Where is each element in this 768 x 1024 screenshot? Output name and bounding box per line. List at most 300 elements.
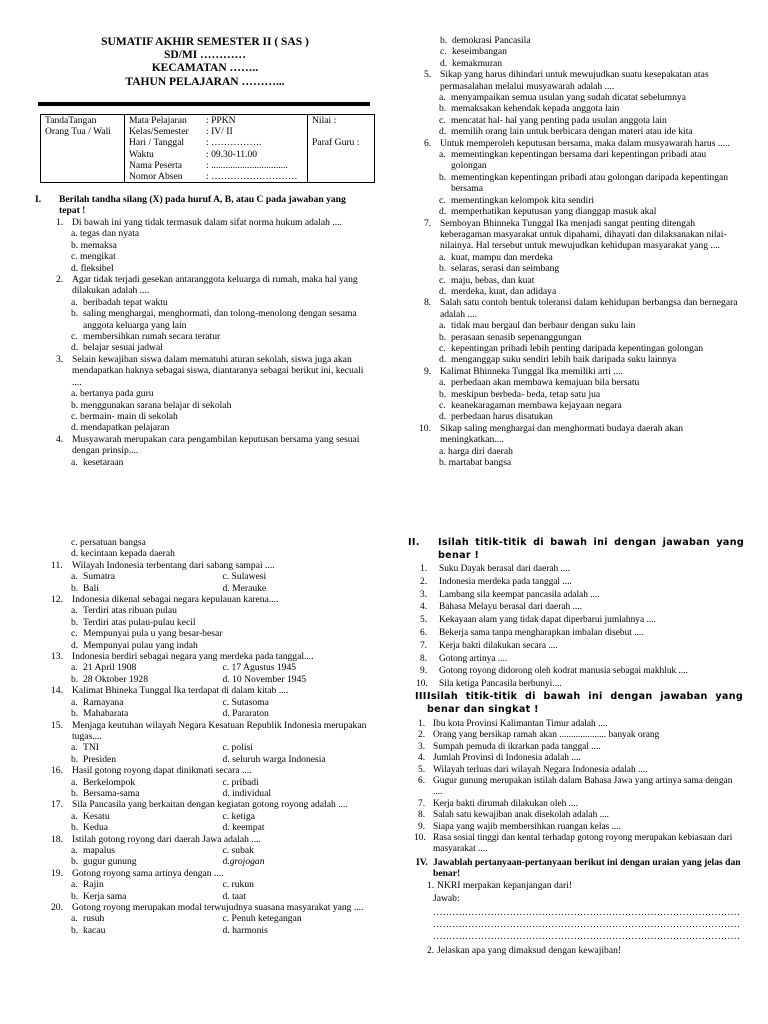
answer-option[interactable]: c. pribadi	[222, 776, 259, 788]
option-letter: b.	[439, 263, 447, 275]
option-text: meskipun berbeda- beda, tetap satu jua	[451, 388, 601, 400]
field-value: : PPKN	[206, 115, 236, 126]
answer-option[interactable]	[56, 263, 374, 274]
fill-in-item	[414, 833, 744, 856]
question	[56, 274, 374, 297]
question-text: Musyawarah merupakan cara pengambilan keputusan bersama yang sesuai dengan prinsip....	[72, 433, 360, 457]
answer-option[interactable]	[56, 331, 374, 342]
answer-option[interactable]	[424, 286, 742, 297]
option-letter: a.	[439, 377, 446, 389]
option-letter: b.	[71, 787, 79, 799]
fill-in-item	[420, 665, 742, 678]
answer-option[interactable]	[71, 571, 223, 582]
answer-option-row	[56, 913, 374, 924]
question	[419, 422, 742, 446]
field-row	[129, 137, 303, 148]
section-4-heading	[416, 857, 746, 880]
answer-option[interactable]	[424, 377, 742, 388]
answer-option[interactable]	[424, 115, 742, 126]
answer-option[interactable]	[56, 411, 374, 422]
answer-option[interactable]	[56, 251, 374, 262]
option-text: Mempunyai pula u yang besar-besar	[83, 628, 223, 640]
question-text: NKRI merpakan kepanjangan dari!	[437, 880, 573, 891]
answer-option[interactable]	[71, 754, 223, 765]
answer-line[interactable]: ……………………………………………………………………………………	[433, 919, 740, 931]
section-2-heading	[408, 536, 744, 562]
item-text: Rasa sosial tinggi dan kental terhadap gotong royong merupakan kebiasaan dari masyarakat ....	[433, 833, 733, 855]
field-row	[129, 149, 303, 160]
item-number: 2.	[420, 576, 428, 587]
option-text: rusuh	[83, 913, 105, 925]
option-text: TNI	[83, 742, 99, 754]
answer-option[interactable]	[56, 240, 374, 251]
fill-in-item	[420, 640, 742, 653]
field-row	[129, 126, 303, 137]
option-text: 21 April 1908	[83, 662, 137, 674]
option-letter: b.	[71, 856, 79, 868]
option-letter: c.	[71, 628, 78, 640]
answer-option[interactable]	[424, 389, 742, 400]
question-text: Salah satu contoh bentuk toleransi dalam kehidupan berbangsa dan bernegara adalah ....	[440, 297, 738, 320]
question-text: Sikap saling menghargai dan menghormati budaya daerah akan meningkatkan....	[440, 422, 684, 446]
option-letter: b.	[439, 388, 447, 400]
option-text: saling menghargai, menghormati, dan tolong-menolong dengan sesama anggota keluarga yang lain	[83, 308, 357, 331]
question-number: 3.	[56, 353, 64, 365]
item-number: 1.	[420, 564, 428, 574]
option-letter: c.	[439, 274, 446, 286]
fill-in-item	[418, 753, 744, 764]
section-instruction: Isilah titik-titik di bawah ini dengan jawaban yang benar !	[438, 537, 744, 561]
answer-option[interactable]	[424, 400, 742, 411]
answer-option-row	[56, 856, 374, 867]
fill-in-item	[420, 563, 742, 576]
answer-option[interactable]: c. Penuh ketegangan	[222, 913, 302, 925]
field-label: Mata Pelajaran	[129, 115, 187, 126]
answer-option[interactable]: c. rukun	[222, 879, 254, 891]
question	[51, 799, 374, 811]
answer-option[interactable]	[71, 856, 223, 867]
question-number: 4.	[56, 433, 64, 445]
field-value: : ................................	[206, 159, 288, 171]
option-text: b. martabat bangsa	[439, 457, 512, 469]
fields-cell	[125, 115, 308, 183]
answer-option[interactable]	[71, 845, 223, 856]
question-text: Semboyan Bhinneka Tunggal Ika menjadi sangat penting ditengah keberagaman masyarakat untuk dipahami, dihayati dan dilaksanakan nilai-nilainya. Hal tersebut untuk mewujudkan kehidupan masyarakat yang ....	[440, 217, 727, 252]
paraf-label: Paraf Guru :	[312, 137, 360, 149]
item-number: 3.	[418, 741, 426, 752]
item-text: Indonesia merdeka pada tanggal ....	[439, 576, 572, 587]
option-letter: a.	[71, 571, 78, 583]
answer-option[interactable]	[71, 742, 223, 753]
answer-option[interactable]	[424, 332, 742, 343]
option-letter: b.	[440, 35, 448, 46]
title-line: KECAMATAN ……..	[151, 62, 259, 75]
option-text: 28 Oktober 1928	[83, 673, 149, 685]
answer-option[interactable]: d. Merauke	[222, 582, 267, 594]
item-text: Bahasa Melayu berasal dari daerah ....	[439, 602, 582, 613]
item-number: 6.	[420, 627, 428, 638]
field-label: Nomor Absen	[129, 171, 183, 183]
answer-option[interactable]: c. ketiga	[222, 810, 255, 822]
question-number: 2.	[427, 945, 435, 957]
answer-option[interactable]: d. seluruh warga Indonesia	[222, 753, 326, 765]
answer-option[interactable]	[71, 913, 223, 924]
answer-option[interactable]	[424, 46, 742, 57]
answer-option[interactable]	[424, 446, 742, 457]
option-letter: c.	[439, 400, 446, 411]
answer-option[interactable]	[56, 640, 374, 651]
question	[424, 69, 742, 92]
option-text: perasaan senasib sepenanggungan	[451, 331, 582, 343]
item-text: Siapa yang wajib membersihkan ruangan kelas ....	[433, 821, 621, 832]
answer-option-row	[56, 583, 374, 594]
fill-in-item	[420, 614, 742, 627]
answer-option-row	[56, 777, 374, 788]
section-numeral: II.	[408, 537, 420, 548]
answer-option-row	[56, 662, 374, 673]
item-number: 3.	[420, 589, 428, 600]
section-instruction: Isilah titik-titik di bawah ini dengan jawaban yang benar dan singkat !	[427, 691, 743, 715]
option-text: gugur gunung	[83, 856, 137, 868]
option-letter: a.	[71, 605, 78, 617]
field-value: : ………………………	[206, 171, 298, 183]
answer-option[interactable]	[56, 297, 374, 308]
item-number: 5.	[418, 764, 426, 775]
title-divider	[38, 102, 370, 106]
item-text: Gugur gunung merupakan istilah dalam Bahasa Jawa yang artinya sama dengan ....	[433, 776, 733, 798]
section-numeral: IV.	[416, 857, 428, 868]
option-letter: b.	[71, 616, 79, 628]
answer-option[interactable]	[71, 708, 223, 719]
answer-option[interactable]	[56, 228, 374, 239]
option-text: keanekaragaman membawa kejayaan negara	[451, 400, 622, 411]
title-line: SUMATIF AKHIR SEMESTER II ( SAS )	[101, 36, 309, 48]
item-number: 4.	[420, 602, 428, 613]
option-text: Mempunyai pulau yang indah	[83, 639, 198, 651]
option-text: memilih orang lain untuk berbicara dengan materi atau ide kita	[451, 126, 693, 138]
option-letter: a.	[71, 662, 78, 674]
answer-option-row	[56, 697, 374, 708]
answer-option[interactable]: c. Sulawesi	[222, 571, 267, 583]
question-text: Istilah gotong royong dari daerah Jawa adalah ....	[72, 833, 261, 845]
answer-option[interactable]	[424, 411, 742, 422]
question	[51, 719, 374, 743]
option-letter: d.	[440, 57, 448, 69]
answer-option[interactable]	[424, 35, 742, 46]
answer-option[interactable]	[424, 92, 742, 103]
item-number: 8.	[418, 810, 426, 821]
option-letter: b.	[71, 890, 79, 902]
answer-option[interactable]	[424, 58, 742, 69]
answer-option[interactable]	[56, 617, 374, 628]
item-text: Kekayaan alam yang tidak dapat diperbarui jumlahnya ....	[439, 615, 656, 626]
answer-option[interactable]	[71, 788, 223, 799]
option-text: membersihkan rumah secara teratur	[83, 331, 221, 343]
answer-option[interactable]	[424, 263, 742, 274]
answer-option[interactable]	[56, 457, 374, 468]
option-text: menyampaikan semua usulan yang sudah dicatat sebelumnya	[451, 92, 686, 104]
fill-in-item	[420, 627, 742, 640]
title-line: SD/MI …………	[163, 49, 247, 62]
question-text: Hasil gotong royong dapat dinikmati secara ....	[72, 765, 252, 777]
question-number: 1.	[56, 217, 64, 228]
field-label: Nama Peserta	[129, 159, 183, 171]
question-number: 2.	[56, 274, 64, 286]
answer-option[interactable]	[71, 777, 223, 788]
option-text: merdeka, kuat, dan adidaya	[451, 285, 557, 297]
answer-option-row	[56, 754, 374, 765]
option-letter: b.	[439, 103, 447, 115]
option-letter: a.	[71, 844, 78, 856]
answer-option[interactable]	[56, 388, 374, 399]
answer-option[interactable]	[56, 628, 374, 639]
option-letter: b.	[71, 822, 79, 834]
option-letter: c.	[71, 331, 78, 343]
option-text: Terdiri atas ribuan pulau	[83, 605, 177, 617]
answer-option[interactable]: d. Pararaton	[222, 708, 269, 720]
question	[424, 138, 742, 149]
identity-table	[40, 114, 375, 183]
question-text: Gotong royong merupakan modal terwujudnya suasana masyarakat yang ....	[72, 902, 364, 913]
answer-option[interactable]: c. polisi	[222, 742, 253, 754]
item-number: 9.	[418, 821, 426, 832]
answer-option-row	[56, 879, 374, 890]
option-letter: b.	[71, 582, 79, 594]
option-text: c. bermain- main di sekolah	[71, 410, 178, 422]
item-number: 2.	[418, 730, 426, 741]
option-letter: b.	[439, 331, 447, 343]
field-label: Kelas/Semester	[129, 126, 189, 138]
answer-option[interactable]	[424, 343, 742, 354]
answer-option[interactable]	[424, 275, 742, 286]
answer-option[interactable]	[424, 103, 742, 114]
question-number: 11.	[51, 559, 63, 571]
fill-in-item	[418, 810, 744, 821]
option-text: maju, bebas, dan kuat	[451, 274, 535, 286]
option-text: mementingkan kepentingan bersama dari kepentingan pribadi atau golongan	[451, 149, 707, 172]
fill-in-item	[418, 765, 744, 776]
answer-option[interactable]: c. 17 Agustus 1945	[222, 662, 297, 674]
option-text: kepentingan pribadi lebih penting daripada kepentingan golongan	[451, 342, 704, 354]
section-numeral: I.	[35, 194, 42, 205]
option-text: Presiden	[83, 753, 117, 765]
questions-1-4	[56, 217, 374, 468]
answer-lines	[427, 907, 743, 944]
option-text: demokrasi Pancasila	[452, 35, 531, 46]
question-text: Selain kewajiban siswa dalam mematuhi aturan sekolah, siswa juga akan mendapatkan haknya sebagai siswa, diantaranya sebagai berikut ini, kecuali ....	[72, 353, 364, 388]
item-number: 9.	[420, 666, 428, 677]
question-number: 6.	[424, 137, 432, 149]
answer-option[interactable]: d. grojogan	[222, 856, 265, 868]
answer-option[interactable]	[56, 308, 374, 331]
answer-line[interactable]: ……………………………………………………………………………………	[433, 931, 740, 943]
answer-option[interactable]: d. taat	[222, 890, 246, 902]
answer-option[interactable]	[71, 583, 223, 594]
option-text: Ramayana	[83, 696, 124, 708]
fill-in-item	[420, 589, 742, 602]
answer-option-row	[56, 925, 374, 936]
option-text: tidak mau bergaul dan berbaur dengan suku lain	[451, 320, 636, 332]
signature-label: TandaTangan	[45, 115, 97, 126]
item-number: 1.	[418, 719, 426, 729]
option-letter: a.	[71, 696, 78, 708]
nilai-label: Nilai :	[312, 115, 337, 126]
answer-option[interactable]	[424, 195, 742, 206]
option-letter: d.	[71, 639, 79, 651]
option-letter: b.	[71, 308, 79, 320]
answer-option[interactable]: d. harmonis	[222, 924, 268, 936]
answer-option[interactable]	[71, 879, 223, 890]
answer-option[interactable]	[71, 662, 223, 673]
answer-option[interactable]: d. keempat	[222, 822, 265, 834]
question-text: Kalimat Bhinneka Tunggal Ika memiliki arti ....	[440, 365, 623, 377]
question-text: Di bawah ini yang tidak termasuk dalam sifat norma hukum adalah ....	[72, 217, 342, 228]
answer-option[interactable]	[424, 354, 742, 365]
item-text: Gotong artinya ....	[439, 653, 508, 664]
answer-option[interactable]: c. Sutasoma	[222, 696, 269, 708]
option-text: b. memaksa	[71, 239, 117, 251]
question-number: 12.	[51, 594, 63, 606]
question-number: 13.	[51, 651, 63, 663]
questions-11-20	[51, 537, 374, 936]
item-number: 7.	[420, 640, 428, 651]
option-text: Rajin	[83, 879, 104, 891]
option-text: selaras, serasi dan seimbang	[451, 263, 560, 275]
option-text: c. mengikat	[71, 251, 116, 263]
item-number: 6.	[418, 776, 426, 787]
answer-option[interactable]: c. persatuan bangsa	[71, 537, 146, 548]
option-text: belajar sesuai jadwal	[83, 342, 163, 354]
question-text: Jelaskan apa yang dimaksud dengan kewajiban!	[437, 945, 622, 957]
answer-option[interactable]: d. 10 November 1945	[222, 673, 307, 685]
question-number: 8.	[424, 297, 432, 309]
answer-option-row	[56, 845, 374, 856]
option-text: kacau	[83, 924, 106, 936]
item-text: Salah satu kewajiban anak disekolah adalah ....	[433, 810, 609, 821]
question-number: 16.	[51, 765, 63, 777]
section-instruction: Berilah tandha silang (X) pada huruf A, B, atau C pada jawaban yang tepat !	[59, 194, 346, 217]
answer-option[interactable]	[424, 172, 742, 195]
answer-option[interactable]	[71, 811, 223, 822]
section-instruction: Jawablah pertanyaan-pertanyaan berikut ini dengan uraian yang jelas dan benar!	[433, 857, 741, 880]
question-number: 9.	[424, 365, 432, 377]
answer-option-row	[56, 742, 374, 753]
option-text: Sumatra	[83, 571, 115, 583]
option-text: perbedaan harus disatukan	[451, 411, 553, 423]
answer-option[interactable]	[71, 822, 223, 833]
item-number: 10.	[416, 679, 428, 690]
option-text: kesetaraan	[83, 456, 124, 468]
field-row	[129, 160, 303, 171]
answer-label: Jawab:	[433, 893, 460, 905]
answer-option[interactable]	[424, 320, 742, 331]
answer-option[interactable]	[71, 925, 223, 936]
question-text: Menjaga keutuhan wilayah Negara Kesatuan Republik Indonesia merupakan tugas....	[72, 719, 367, 742]
option-letter: a.	[439, 320, 446, 332]
option-text: Berkelompok	[83, 776, 136, 788]
answer-option[interactable]	[56, 422, 374, 433]
option-text: memperhatikan keputusan yang dianggap masuk akal	[451, 206, 657, 218]
answer-option[interactable]: c. subak	[222, 844, 254, 856]
question-number: 18.	[51, 833, 63, 845]
option-letter: a.	[71, 879, 78, 891]
title-line: TAHUN PELAJARAN ………...	[125, 75, 285, 88]
question-number: 14.	[51, 685, 63, 697]
item-text: Jumlah Provinsi di Indonesia adalah ....	[433, 753, 581, 764]
question	[51, 765, 374, 777]
signature-cell	[41, 115, 125, 183]
fill-in-item	[418, 719, 744, 730]
option-letter: b.	[439, 171, 447, 183]
question-number: 20.	[51, 902, 63, 913]
answer-option[interactable]	[424, 457, 742, 468]
item-text: Sumpah pemuda di ikrarkan pada tanggal ....	[433, 741, 601, 752]
option-letter: d.	[439, 285, 447, 297]
item-text: Bekerja sama tanpa mengharapkan imbalan disebut ....	[439, 627, 644, 638]
question-number: 5.	[424, 69, 432, 81]
option-letter: a.	[71, 913, 78, 925]
section-3-items	[414, 719, 744, 856]
question-text: Indonesia dikenal sebagai negara kepulauan karena....	[72, 594, 279, 606]
answer-option-row	[56, 891, 374, 902]
option-text: kuat, mampu dan merdeka	[451, 251, 553, 263]
answer-option[interactable]	[424, 252, 742, 263]
answer-option[interactable]: d. individual	[222, 787, 271, 799]
answer-option[interactable]: d. kecintaan kepada daerah	[71, 548, 175, 560]
question-number: 1.	[427, 880, 435, 891]
option-text: mementingkan kepentingan pribadi atau golongan daripada kepentingan bersama	[451, 171, 729, 195]
option-letter: a.	[71, 776, 78, 788]
question	[51, 685, 374, 697]
answer-option[interactable]	[56, 605, 374, 616]
answer-option[interactable]	[71, 674, 223, 685]
question-number: 15.	[51, 719, 63, 731]
answer-option-row	[56, 571, 374, 582]
item-text: Kerja bakti dilakukan secara ....	[439, 640, 558, 651]
question-text: Kalimat Bhineka Tunggal Ika terdapat di dalam kitab ....	[72, 685, 289, 697]
question-text: Indonesia berdiri sebagai negara yang merdeka pada tanggal....	[72, 651, 314, 663]
answer-option[interactable]	[424, 126, 742, 137]
option-letter: a.	[71, 296, 78, 308]
answer-option[interactable]	[71, 891, 223, 902]
item-number: 7.	[418, 798, 426, 809]
answer-option[interactable]	[71, 697, 223, 708]
questions-5-10	[419, 35, 742, 469]
option-letter: c.	[439, 342, 446, 354]
answer-option[interactable]	[56, 342, 374, 353]
question-text: Sikap yang harus dihindari untuk mewujudkan suatu kesepakatan atas permasalahan melalui musyawarah adalah ....	[440, 69, 709, 92]
option-letter: a.	[71, 456, 78, 468]
option-text: Bersama-sama	[83, 787, 140, 799]
question	[51, 833, 374, 845]
question-text: Agar tidak terjadi gesekan antaranggota keluarga di rumah, maka hal yang dilakukan adalah ....	[72, 274, 358, 297]
question	[51, 902, 374, 913]
answer-option[interactable]	[56, 400, 374, 411]
option-letter: b.	[71, 753, 79, 765]
question-number: 7.	[424, 217, 432, 229]
option-text: Kerja sama	[83, 890, 127, 902]
option-letter: d.	[439, 354, 447, 366]
answer-line[interactable]: ……………………………………………………………………………………	[433, 906, 740, 918]
option-text: Kesatu	[83, 810, 110, 822]
option-letter: b.	[71, 924, 79, 936]
option-letter: d.	[439, 206, 447, 218]
answer-option[interactable]	[424, 149, 742, 172]
answer-option[interactable]	[424, 206, 742, 217]
grade-cell	[308, 115, 375, 183]
option-letter: c.	[439, 194, 446, 206]
option-text: mementingkan kelompok kita sendiri	[451, 194, 595, 206]
